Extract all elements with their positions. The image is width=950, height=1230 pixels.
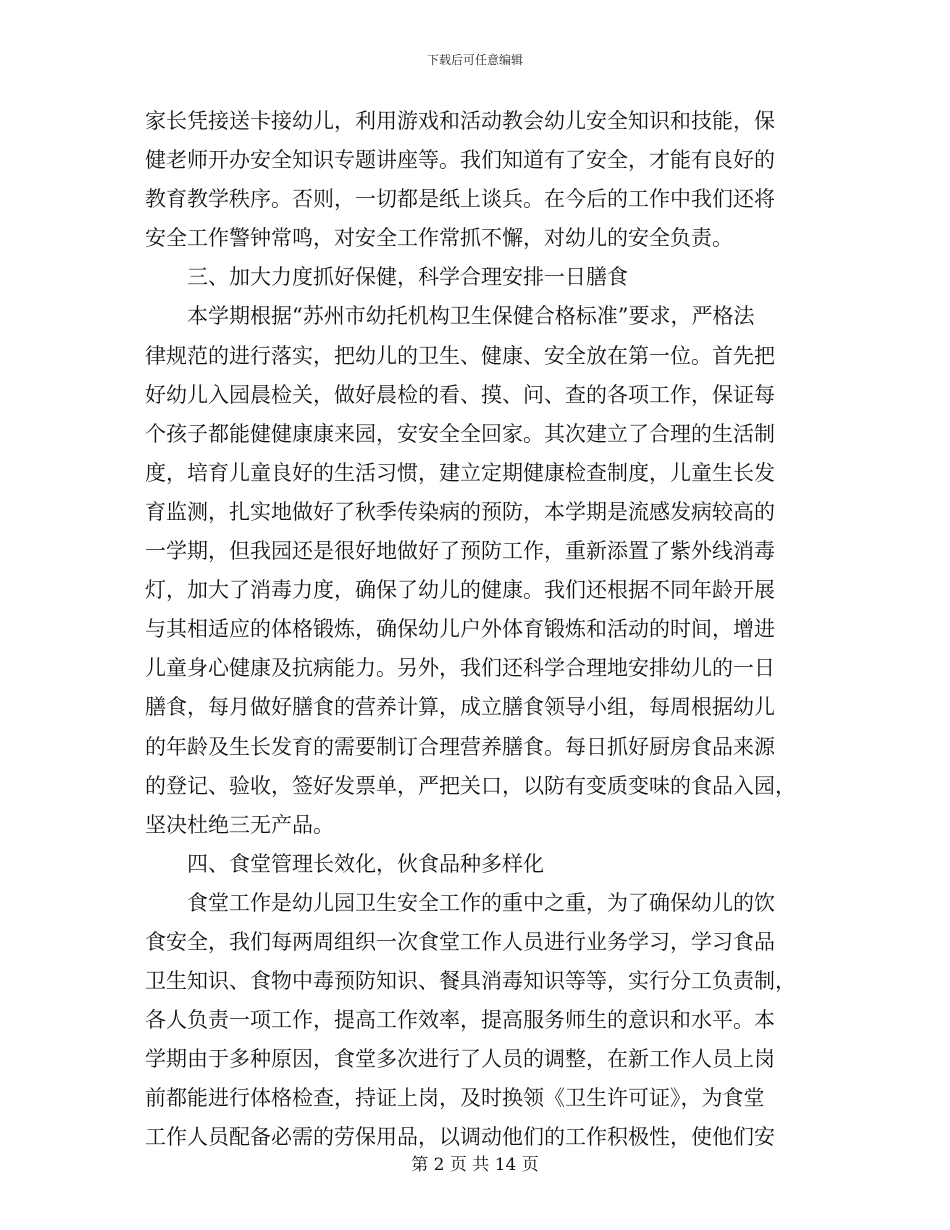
body-line: 育监测，扎实地做好了秋季传染病的预防，本学期是流感发病较高的: [145, 499, 775, 524]
body-line: 健老师开办安全知识专题讲座等。我们知道有了安全，才能有良好的: [145, 148, 775, 173]
body-line: 各人负责一项工作，提高工作效率，提高服务师生的意识和水平。本: [145, 1008, 775, 1033]
body-line: 一学期，但我园还是很好地做好了预防工作，重新添置了紫外线消毒: [145, 539, 775, 564]
body-line: 个孩子都能健健康康来园，安安全全回家。其次建立了合理的生活制: [145, 421, 775, 446]
body-line: 前都能进行体格检查，持证上岗，及时换领《卫生许可证》，为食堂: [145, 1086, 765, 1111]
page-number-footer: 第 2 页 共 14 页: [411, 1155, 539, 1175]
body-line: 安全工作警钟常鸣，对安全工作常抓不懈，对幼儿的安全负责。: [145, 226, 733, 251]
body-line: 卫生知识、食物中毒预防知识、餐具消毒知识等等，实行分工负责制，: [145, 969, 796, 994]
paragraph-start-line: 食堂工作是幼儿园卫生安全工作的重中之重，为了确保幼儿的饮: [187, 890, 775, 915]
body-line: 坚决杜绝三无产品。: [145, 812, 334, 837]
body-line: 食安全，我们每两周组织一次食堂工作人员进行业务学习，学习食品: [145, 929, 775, 954]
body-line: 好幼儿入园晨检关，做好晨检的看、摸、问、查的各项工作，保证每: [145, 382, 775, 407]
body-line: 的登记、验收，签好发票单，严把关口，以防有变质变味的食品入园，: [145, 773, 796, 798]
body-line: 儿童身心健康及抗病能力。另外，我们还科学合理地安排幼儿的一日: [145, 656, 775, 681]
document-body: [145, 102, 805, 1158]
page-header: 下载后可任意编辑: [426, 53, 523, 67]
body-line: 工作人员配备必需的劳保用品，以调动他们的工作积极性，使他们安: [145, 1125, 775, 1150]
section-heading: 三、加大力度抓好保健，科学合理安排一日膳食: [187, 265, 628, 290]
section-heading: 四、食堂管理长效化，伙食品种多样化: [187, 851, 544, 876]
body-line: 学期由于多种原因，食堂多次进行了人员的调整，在新工作人员上岗: [145, 1047, 775, 1072]
body-line: 律规范的进行落实，把幼儿的卫生、健康、安全放在第一位。首先把: [145, 343, 775, 368]
body-line: 的年龄及生长发育的需要制订合理营养膳食。每日抓好厨房食品来源: [145, 734, 775, 759]
body-line: 膳食，每月做好膳食的营养计算，成立膳食领导小组，每周根据幼儿: [145, 695, 775, 720]
body-line: 家长凭接送卡接幼儿，利用游戏和活动教会幼儿安全知识和技能，保: [145, 109, 775, 133]
body-line: 度，培育儿童良好的生活习惯，建立定期健康检查制度，儿童生长发: [145, 460, 775, 485]
body-line: 教育教学秩序。否则，一切都是纸上谈兵。在今后的工作中我们还将: [145, 187, 775, 212]
paragraph-start-line: 本学期根据“苏州市幼托机构卫生保健合格标准”要求，严格法: [187, 304, 755, 329]
body-line: 与其相适应的体格锻炼，确保幼儿户外体育锻炼和活动的时间，增进: [145, 617, 775, 642]
body-line: 灯，加大了消毒力度，确保了幼儿的健康。我们还根据不同年龄开展: [145, 578, 775, 603]
